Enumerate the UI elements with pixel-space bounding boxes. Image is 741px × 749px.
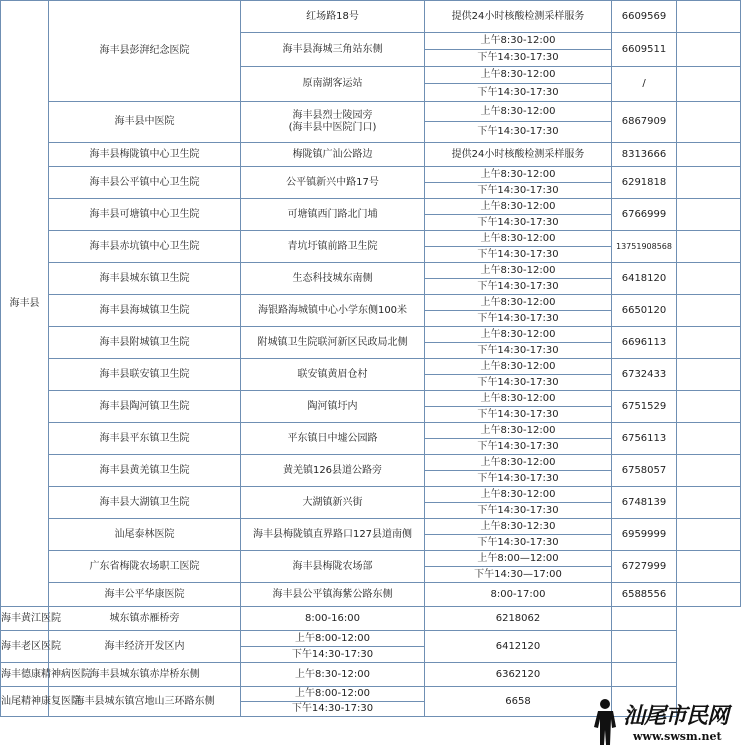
hospital-name: 海丰县陶河镇卫生院 [49,391,241,423]
morning-hours: 上午8:30-12:00 [425,359,612,375]
morning-hours: 上午8:00—12:00 [425,551,612,567]
hospital-name: 海丰公平华康医院 [49,583,241,607]
watermark-url: www.swsm.net [633,730,722,743]
site-address: 平东镇日中墟公园路 [241,423,425,455]
site-address: 海丰县城东镇宫地山三环路东侧 [49,687,241,717]
morning-hours: 上午8:30-12:00 [425,167,612,183]
phone-number: 6766999 [612,199,677,231]
morning-hours: 上午8:30-12:00 [425,487,612,503]
table-row [1,519,741,535]
service-hours: 8:00-17:00 [425,583,612,607]
hospital-name: 海丰县大湖镇卫生院 [49,487,241,519]
table-row [1,551,741,567]
blank-cell [677,423,741,455]
blank-cell [677,551,741,583]
morning-hours: 上午8:30-12:00 [425,423,612,439]
blank-cell [677,199,741,231]
site-address: 原南湖客运站 [241,67,425,102]
site-address: 海丰县公平镇海紫公路东侧 [241,583,425,607]
site-address: 海银路海城镇中心小学东侧100米 [241,295,425,327]
site-address: 海丰县梅陇镇直界路口127县道南侧 [241,519,425,551]
hospital-name: 海丰县联安镇卫生院 [49,359,241,391]
afternoon-hours: 下午14:30-17:30 [425,439,612,455]
morning-hours: 上午8:30-12:00 [425,455,612,471]
afternoon-hours: 下午14:30-17:30 [425,343,612,359]
table-row [1,295,741,311]
morning-hours: 上午8:30-12:00 [425,295,612,311]
phone-number: / [612,67,677,102]
blank-cell [612,607,677,631]
hospital-name: 海丰县公平镇中心卫生院 [49,167,241,199]
afternoon-hours: 下午14:30-17:30 [425,122,612,143]
site-address: 青坑圩镇前路卫生院 [241,231,425,263]
afternoon-hours: 下午14:30-17:30 [425,84,612,102]
person-silhouette-icon [589,697,623,747]
site-address: 大湖镇新兴街 [241,487,425,519]
table-row [1,199,741,215]
hospital-name: 海丰县附城镇卫生院 [49,327,241,359]
table-row [1,102,741,122]
table-row [1,391,741,407]
table-row [1,583,741,607]
afternoon-hours: 下午14:30-17:30 [425,279,612,295]
site-address: 附城镇卫生院联河新区民政局北侧 [241,327,425,359]
blank-cell [677,33,741,67]
hospital-name: 海丰县中医院 [49,102,241,143]
phone-number: 6748139 [612,487,677,519]
phone-number: 6418120 [612,263,677,295]
blank-cell [677,359,741,391]
blank-cell [677,1,741,33]
phone-number: 6758057 [612,455,677,487]
table-row [1,631,741,647]
morning-hours: 上午8:30-12:00 [425,33,612,50]
blank-cell [677,391,741,423]
blank-cell [677,327,741,359]
table-row [1,231,741,247]
morning-hours: 上午8:00-12:00 [241,687,425,702]
site-address: 黄羌镇126县道公路旁 [241,455,425,487]
phone-number: 6756113 [612,423,677,455]
phone-number: 6650120 [612,295,677,327]
afternoon-hours: 下午14:30-17:30 [425,311,612,327]
phone-number: 6727999 [612,551,677,583]
site-address: 陶河镇圩内 [241,391,425,423]
morning-hours: 上午8:30-12:00 [425,67,612,84]
phone-number: 6867909 [612,102,677,143]
phone-number: 13751908568 [612,231,677,263]
blank-cell [677,67,741,102]
afternoon-hours: 下午14:30-17:30 [425,183,612,199]
table-row [1,167,741,183]
site-address: 生态科技城东南侧 [241,263,425,295]
morning-hours: 上午8:30-12:00 [425,199,612,215]
hospital-name: 海丰县黄羌镇卫生院 [49,455,241,487]
service-hours: 8:00-16:00 [241,607,425,631]
morning-hours: 上午8:30-12:00 [425,102,612,122]
hospital-name: 海丰县平东镇卫生院 [49,423,241,455]
hospital-name: 汕尾精神康复医院 [1,687,49,717]
blank-cell [677,295,741,327]
morning-hours: 上午8:30-12:00 [425,231,612,247]
afternoon-hours: 下午14:30-17:30 [425,247,612,263]
hospital-name: 汕尾泰林医院 [49,519,241,551]
phone-number: 6609511 [612,33,677,67]
blank-cell [677,231,741,263]
morning-hours: 上午8:30-12:00 [425,263,612,279]
hospital-name: 海丰老区医院 [1,631,49,663]
blank-cell [612,631,677,663]
blank-cell [677,263,741,295]
hospital-name: 海丰县梅陇镇中心卫生院 [49,143,241,167]
blank-cell [677,583,741,607]
phone-number: 6609569 [612,1,677,33]
site-address: 海丰县海城三角站东侧 [241,33,425,67]
morning-hours: 上午8:30-12:00 [241,663,425,687]
site-address: 可塘镇西门路北门埔 [241,199,425,231]
site-address: 梅陇镇广汕公路边 [241,143,425,167]
afternoon-hours: 下午14:30-17:30 [425,407,612,423]
table-row [1,327,741,343]
site-address: 海丰县梅陇农场部 [241,551,425,583]
watermark-site-name: 汕尾市民网 [623,703,729,729]
hospital-name: 海丰黄江医院 [1,607,49,631]
site-address: 公平镇新兴中路17号 [241,167,425,199]
phone-number: 6291818 [612,167,677,199]
phone-number: 6362120 [425,663,612,687]
table-row [1,487,741,503]
afternoon-hours: 下午14:30-17:30 [241,702,425,717]
phone-number: 6732433 [612,359,677,391]
phone-number: 6588556 [612,583,677,607]
blank-cell [677,519,741,551]
site-address: 海丰经济开发区内 [49,631,241,663]
hospital-name: 海丰县赤坑镇中心卫生院 [49,231,241,263]
afternoon-hours: 下午14:30-17:30 [425,471,612,487]
afternoon-hours: 下午14:30-17:30 [425,535,612,551]
service-hours: 提供24小时核酸检测采样服务 [425,1,612,33]
site-address: 联安镇黄眉仓村 [241,359,425,391]
site-address: 城东镇赤雁桥旁 [49,607,241,631]
blank-cell [677,102,741,143]
blank-cell [612,663,677,687]
county-cell: 海丰县 [1,1,49,607]
morning-hours: 上午8:30-12:00 [425,391,612,407]
hospital-name: 海丰德康精神病医院 [1,663,49,687]
table-row [1,663,741,687]
table-row [1,423,741,439]
site-address: 红场路18号 [241,1,425,33]
phone-number: 6751529 [612,391,677,423]
site-watermark [589,697,737,747]
table-row [1,263,741,279]
morning-hours: 上午8:30-12:30 [425,519,612,535]
service-hours: 提供24小时核酸检测采样服务 [425,143,612,167]
site-address: 海丰县城东镇赤岸桥东侧 [49,663,241,687]
afternoon-hours: 下午14:30-17:30 [241,647,425,663]
hospital-name: 广东省梅陇农场职工医院 [49,551,241,583]
phone-number: 8313666 [612,143,677,167]
phone-number: 6658 [425,687,612,717]
blank-cell [677,143,741,167]
morning-hours: 上午8:00-12:00 [241,631,425,647]
phone-number: 6959999 [612,519,677,551]
table-row [1,1,741,33]
hospital-name: 海丰县彭湃纪念医院 [49,1,241,102]
phone-number: 6696113 [612,327,677,359]
site-address: 海丰县烈士陵园旁 (海丰县中医院门口) [241,102,425,143]
afternoon-hours: 下午14:30-17:30 [425,503,612,519]
phone-number: 6412120 [425,631,612,663]
phone-number: 6218062 [425,607,612,631]
morning-hours: 上午8:30-12:00 [425,327,612,343]
table-row [1,455,741,471]
table-row [1,359,741,375]
blank-cell [677,167,741,199]
hospital-name: 海丰县海城镇卫生院 [49,295,241,327]
afternoon-hours: 下午14:30—17:00 [425,567,612,583]
afternoon-hours: 下午14:30-17:30 [425,215,612,231]
table-row [1,143,741,167]
table-row [1,607,741,631]
afternoon-hours: 下午14:30-17:30 [425,375,612,391]
hospital-name: 海丰县可塘镇中心卫生院 [49,199,241,231]
blank-cell [677,455,741,487]
afternoon-hours: 下午14:30-17:30 [425,50,612,67]
blank-cell [677,487,741,519]
hospital-name: 海丰县城东镇卫生院 [49,263,241,295]
